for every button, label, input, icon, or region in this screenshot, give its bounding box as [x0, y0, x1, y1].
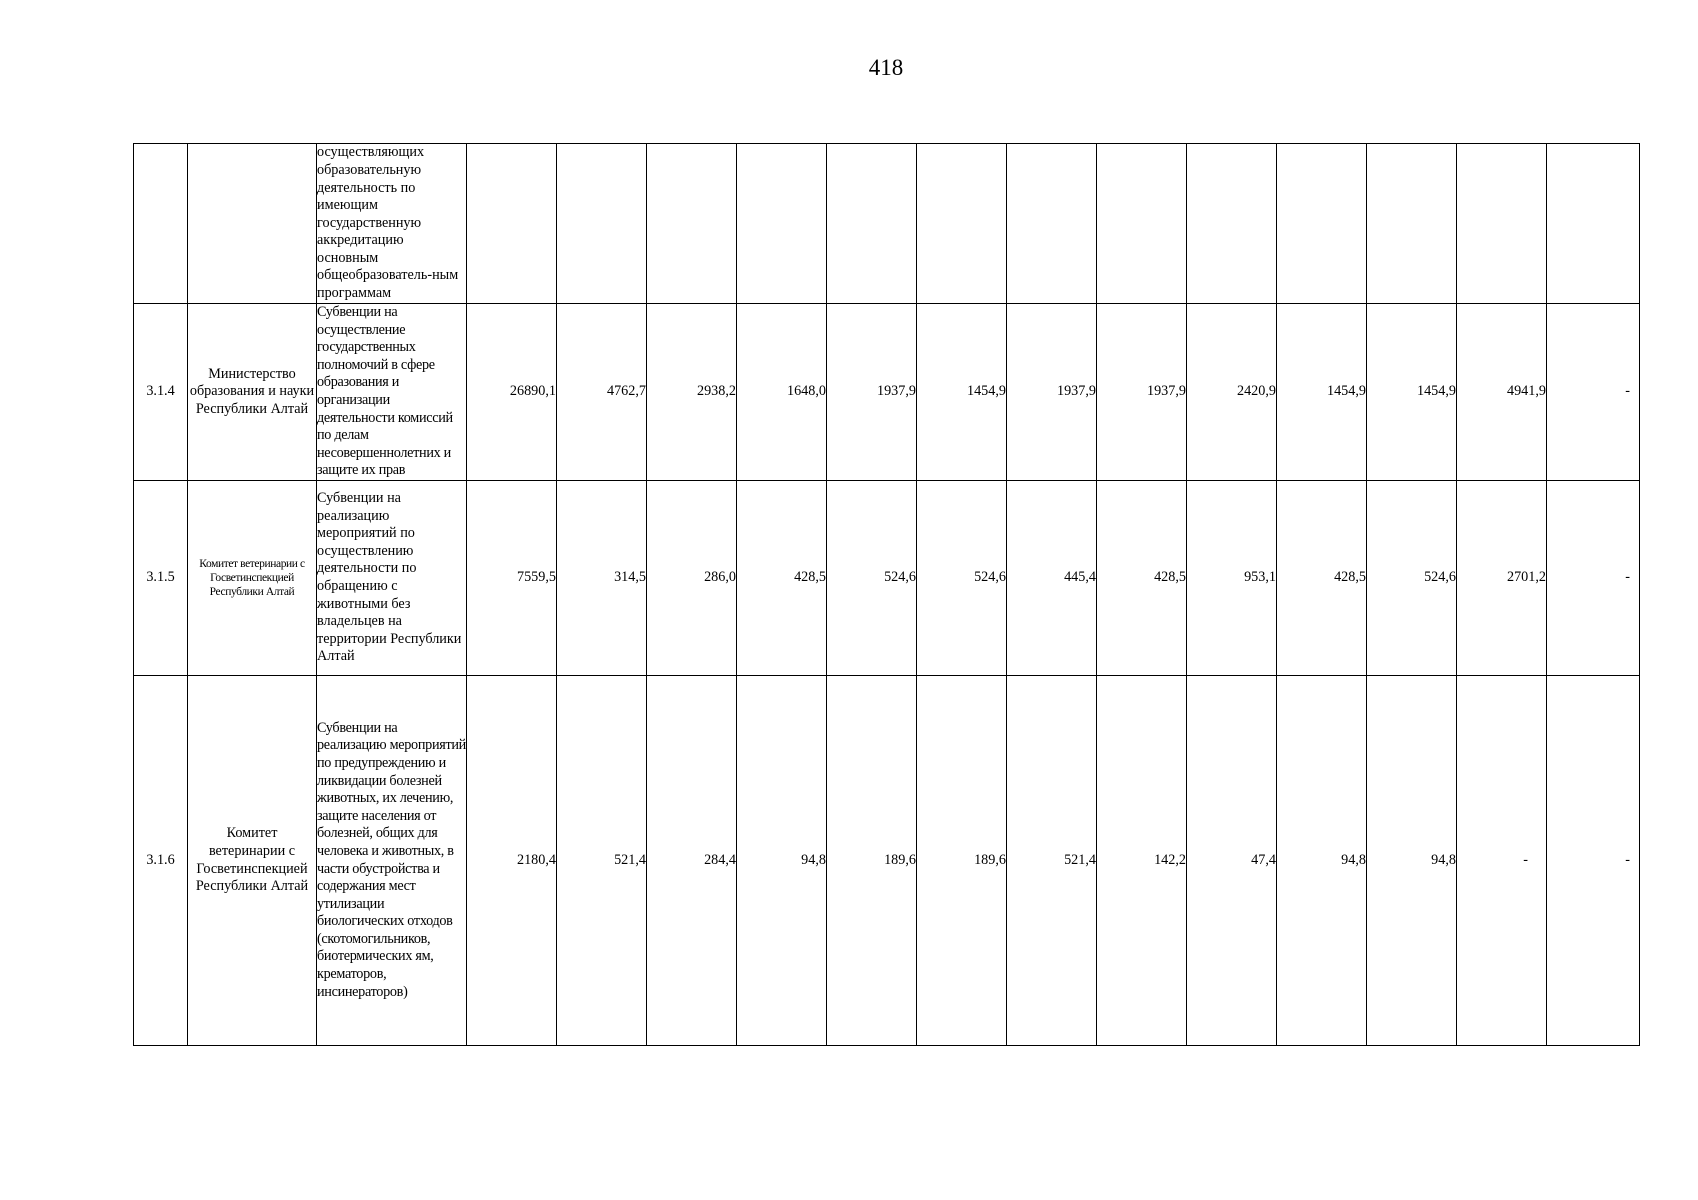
- value-cell: [557, 144, 647, 304]
- description-cell: Субвенции на реализацию мероприятий по предупреждению и ликвидации болезней животных, их лечению, защите населения от болезней, общих для человека и животных, в части обустройства и содержания мест утилизации биологических отходов (скотомогильников, биотермических ям, крематоров, инсинераторов): [317, 676, 467, 1046]
- value-cell: [737, 144, 827, 304]
- value-cell: [1007, 144, 1097, 304]
- value-cell: 1937,9: [1007, 304, 1097, 481]
- budget-table: [133, 143, 1640, 1046]
- value-cell: 4762,7: [557, 304, 647, 481]
- page-number: 418: [868, 55, 904, 80]
- row-number: 3.1.6: [134, 676, 188, 1046]
- value-cell: 2180,4: [467, 676, 557, 1046]
- value-cell: 1937,9: [1097, 304, 1187, 481]
- value-cell: 1937,9: [827, 304, 917, 481]
- value-cell: 428,5: [1097, 481, 1187, 676]
- value-cell: 524,6: [1367, 481, 1457, 676]
- organization-cell: [188, 144, 317, 304]
- value-cell: [1097, 144, 1187, 304]
- value-cell: [1187, 144, 1277, 304]
- value-cell: 2420,9: [1187, 304, 1277, 481]
- value-cell: 47,4: [1187, 676, 1277, 1046]
- value-cell: 94,8: [1367, 676, 1457, 1046]
- value-cell: [827, 144, 917, 304]
- value-cell: [467, 144, 557, 304]
- row-number: 3.1.4: [134, 304, 188, 481]
- value-cell: 189,6: [827, 676, 917, 1046]
- value-cell: 524,6: [827, 481, 917, 676]
- value-cell: [1367, 144, 1457, 304]
- value-cell: 94,8: [1277, 676, 1367, 1046]
- value-cell: [1277, 144, 1367, 304]
- value-cell: 284,4: [647, 676, 737, 1046]
- table-row: [134, 304, 1640, 481]
- value-cell: -: [1457, 676, 1547, 1046]
- row-number: [134, 144, 188, 304]
- value-cell: 142,2: [1097, 676, 1187, 1046]
- value-cell: 2701,2: [1457, 481, 1547, 676]
- value-cell: [917, 144, 1007, 304]
- value-cell: [1457, 144, 1547, 304]
- value-cell: 521,4: [557, 676, 647, 1046]
- value-cell: 2938,2: [647, 304, 737, 481]
- value-cell: -: [1547, 304, 1640, 481]
- table-row: [134, 676, 1640, 1046]
- value-cell: 524,6: [917, 481, 1007, 676]
- value-cell: 189,6: [917, 676, 1007, 1046]
- value-cell: 1454,9: [917, 304, 1007, 481]
- value-cell: 1454,9: [1367, 304, 1457, 481]
- value-cell: -: [1547, 481, 1640, 676]
- row-number: 3.1.5: [134, 481, 188, 676]
- value-cell: [1547, 144, 1640, 304]
- value-cell: 26890,1: [467, 304, 557, 481]
- description-cell: Субвенции на осуществление государственных полномочий в сфере образования и организации деятельности комиссий по делам несовершеннолетних и защите их прав: [317, 304, 467, 481]
- description-cell: Субвенции на реализацию мероприятий по осуществлению деятельности по обращению с животными без владельцев на территории Республики Алтай: [317, 481, 467, 676]
- value-cell: 4941,9: [1457, 304, 1547, 481]
- organization-cell: Комитет ветеринарии с Госветинспекцией Республики Алтай: [188, 676, 317, 1046]
- table-row: [134, 144, 1640, 304]
- value-cell: 428,5: [1277, 481, 1367, 676]
- organization-cell: Министерство образования и науки Республики Алтай: [188, 304, 317, 481]
- value-cell: 286,0: [647, 481, 737, 676]
- value-cell: 1454,9: [1277, 304, 1367, 481]
- value-cell: 521,4: [1007, 676, 1097, 1046]
- value-cell: 94,8: [737, 676, 827, 1046]
- value-cell: 445,4: [1007, 481, 1097, 676]
- value-cell: 7559,5: [467, 481, 557, 676]
- value-cell: -: [1547, 676, 1640, 1046]
- value-cell: 953,1: [1187, 481, 1277, 676]
- table-row: [134, 481, 1640, 676]
- organization-cell: Комитет ветеринарии с Госветинспекцией Республики Алтай: [188, 481, 317, 676]
- value-cell: 1648,0: [737, 304, 827, 481]
- value-cell: 314,5: [557, 481, 647, 676]
- description-cell: осуществляющих образовательную деятельность по имеющим государственную аккредитацию основным общеобразователь-ным программам: [317, 144, 467, 304]
- value-cell: 428,5: [737, 481, 827, 676]
- value-cell: [647, 144, 737, 304]
